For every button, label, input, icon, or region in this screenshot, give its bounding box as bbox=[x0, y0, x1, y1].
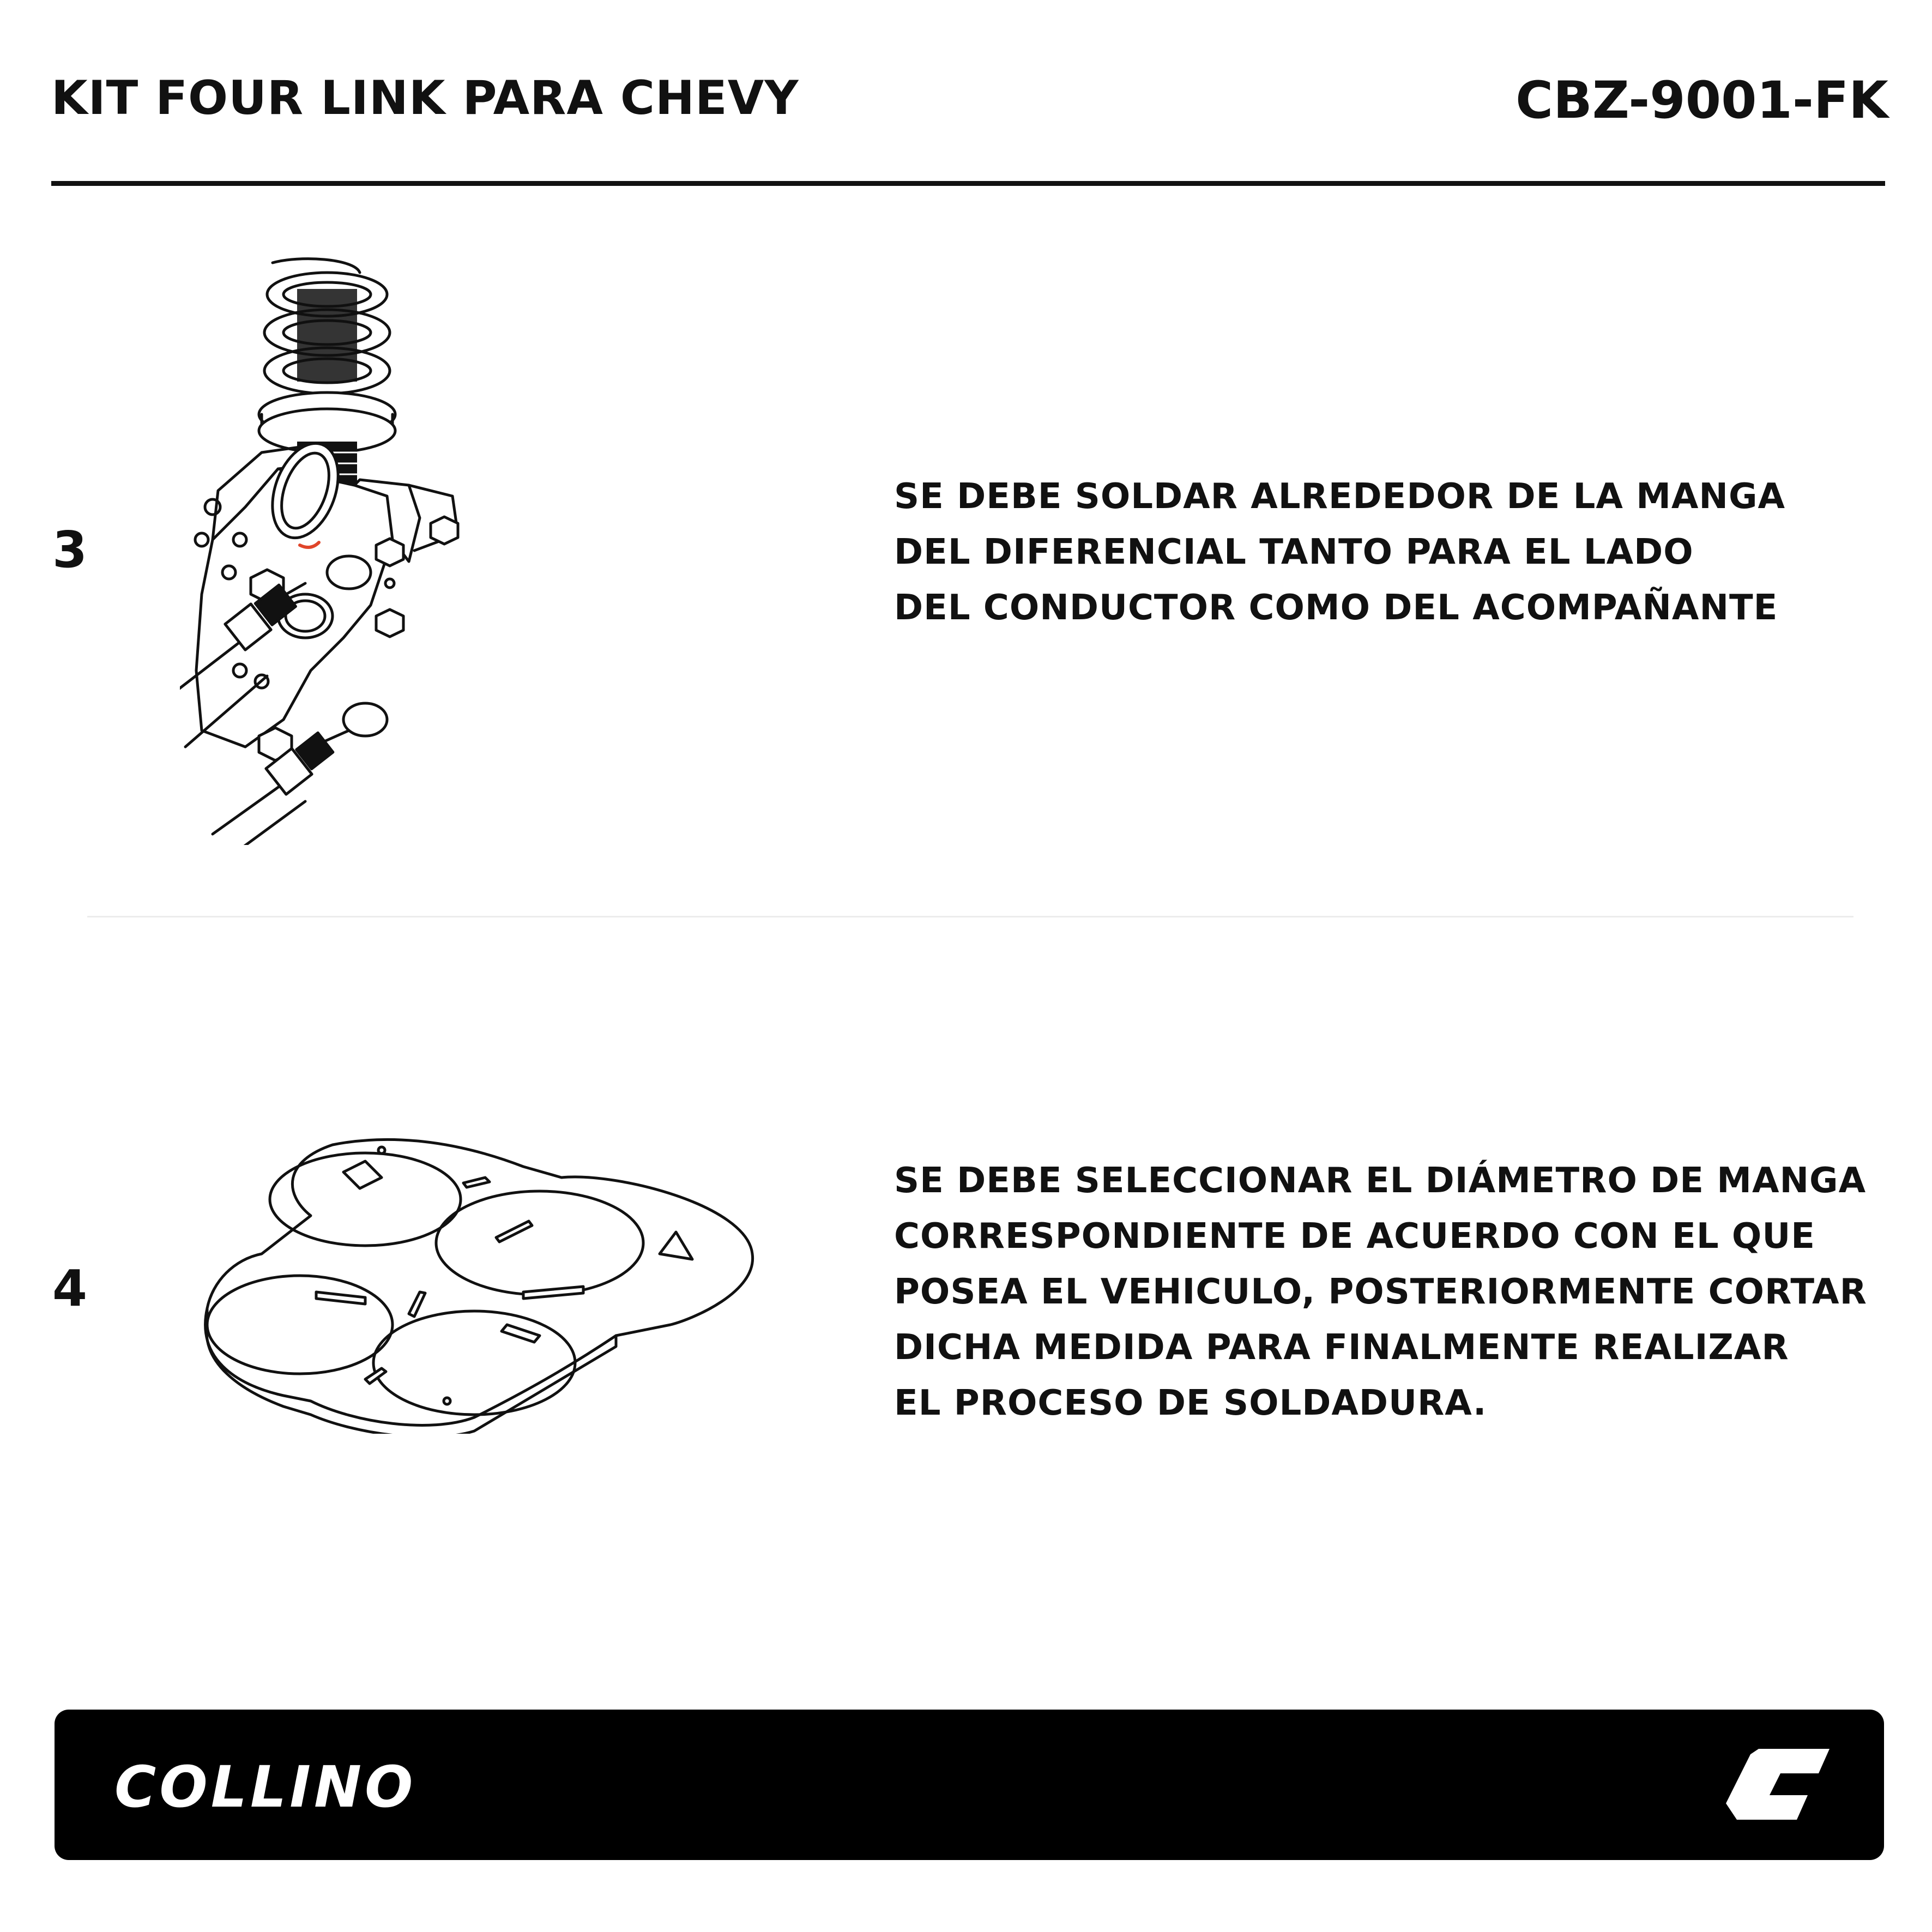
collino-wordmark-logo bbox=[109, 1759, 480, 1819]
footer-bar bbox=[55, 1710, 1884, 1860]
instruction-line: EL PROCESO DE SOLDADURA. bbox=[894, 1383, 1487, 1423]
product-code: CBZ-9001-FK bbox=[1516, 71, 1888, 130]
header-divider bbox=[51, 181, 1885, 186]
four-link-bracket-illustration bbox=[180, 256, 725, 845]
section-divider bbox=[87, 916, 1853, 917]
document-title: KIT FOUR LINK PARA CHEVY bbox=[51, 71, 799, 125]
instruction-line: SE DEBE SOLDAR ALREDEDOR DE LA MANGA bbox=[894, 476, 1786, 517]
instruction-line: DEL CONDUCTOR COMO DEL ACOMPAÑANTE bbox=[894, 588, 1778, 628]
step-4-instructions bbox=[894, 1153, 1867, 1431]
sleeve-template-plate-illustration bbox=[202, 1128, 769, 1434]
collino-c-logo-icon bbox=[1726, 1743, 1835, 1825]
step-4-number: 4 bbox=[52, 1259, 88, 1318]
brand-name: COLLINO bbox=[114, 1759, 416, 1819]
instruction-line: DEL DIFERENCIAL TANTO PARA EL LADO bbox=[894, 532, 1694, 572]
instruction-line: DICHA MEDIDA PARA FINALMENTE REALIZAR bbox=[894, 1327, 1789, 1368]
instruction-line: SE DEBE SELECCIONAR EL DIÁMETRO DE MANGA bbox=[894, 1161, 1867, 1201]
axle-bracket bbox=[195, 434, 458, 760]
step-3-instructions bbox=[894, 469, 1785, 636]
instruction-line: CORRESPONDIENTE DE ACUERDO CON EL QUE bbox=[894, 1216, 1815, 1257]
instruction-line: POSEA EL VEHICULO, POSTERIORMENTE CORTAR bbox=[894, 1272, 1867, 1312]
step-3-number: 3 bbox=[52, 521, 88, 579]
